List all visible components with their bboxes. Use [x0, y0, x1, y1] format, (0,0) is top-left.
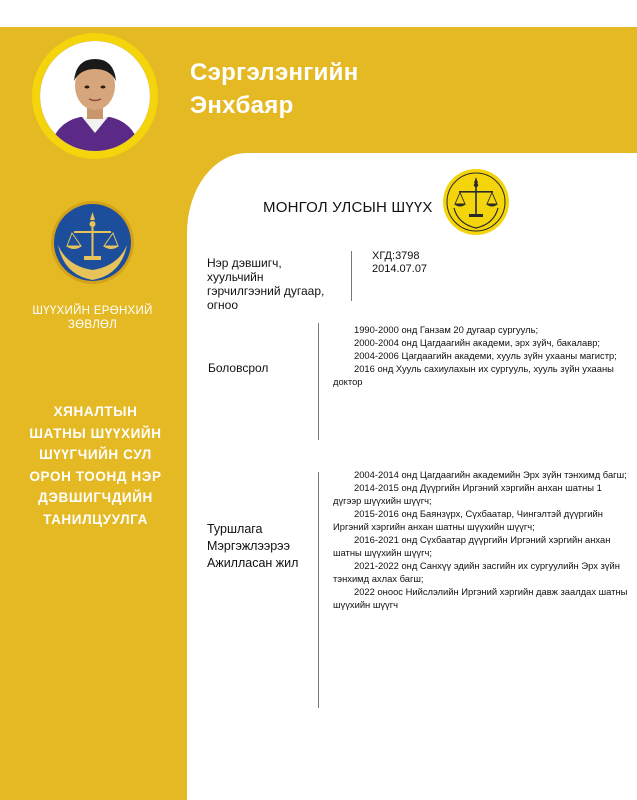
sidebar-title-line: ТАНИЛЦУУЛГА [43, 511, 148, 527]
license-number: ХГД:3798 [372, 250, 420, 262]
experience-item: 2021-2022 онд Санхүү эдийн засгийн их сургуулийн Эрх зүйн тэнхимд ахлах багш; [333, 560, 620, 584]
education-divider [318, 323, 319, 440]
experience-item: 2004-2014 онд Цагдаагийн академийн Эрх зүйн тэнхимд багш; [354, 469, 627, 480]
sidebar-title-line: ХЯНАЛТЫН [53, 404, 138, 419]
name-line-1: Сэргэлэнгийн [190, 59, 359, 86]
license-value [372, 250, 427, 276]
council-line-2: ЗӨВЛӨЛ [67, 319, 118, 331]
license-label-line: гэрчилгээний дугаар, [207, 284, 325, 298]
license-label-line: хуульчийн [207, 270, 264, 284]
education-label: Боловсрол [208, 361, 269, 375]
sidebar-title-line: ДЭВШИГЧДИЙН [38, 490, 153, 505]
experience-label-line: Ажилласан жил [207, 556, 299, 570]
license-divider [351, 251, 352, 301]
education-item: 2004-2006 Цагдаагийн академи, хууль зүйн ухааны магистр; [354, 350, 617, 361]
experience-item: 2014-2015 онд Дүүргийн Иргэний хэргийн анхан шатны 1 дүгээр шүүхийн шүүгч; [333, 482, 602, 506]
judicial-council-emblem [50, 200, 135, 285]
sidebar-title-line: ШАТНЫ ШҮҮХИЙН [29, 425, 162, 441]
license-date: 2014.07.07 [372, 263, 428, 275]
experience-label-line: Мэргэжлээрээ [207, 539, 290, 553]
license-label-line: огноо [207, 298, 239, 312]
sidebar-title-line: ШҮҮГЧИЙН СУЛ [39, 447, 152, 462]
experience-list [333, 468, 629, 611]
education-item: 2000-2004 онд Цагдаагийн академи, эрх зүйч, бакалавр; [354, 337, 601, 348]
court-name: МОНГОЛ УЛСЫН ШҮҮХ [263, 199, 433, 216]
license-label [207, 256, 337, 312]
experience-label-line: Туршлага [207, 522, 263, 536]
license-label-line: Нэр дэвшигч, [207, 256, 282, 270]
experience-item: 2015-2016 онд Баянзүрх, Сүхбаатар, Чингэлтэй дүүргийн Иргэний хэргийн анхан шатны шүүхийн шүүгч; [333, 508, 603, 532]
sidebar-title-line: ОРОН ТООНД НЭР [29, 468, 162, 484]
candidate-name [190, 56, 359, 122]
sidebar-title [28, 401, 163, 530]
candidate-photo [40, 41, 150, 151]
experience-item: 2016-2021 онд Сүхбаатар дүүргийн Иргэний хэргийн анхан шатны шүүхийн шүүгч; [333, 534, 611, 558]
education-list [333, 323, 629, 388]
council-line-1: ШҮҮХИЙН ЕРӨНХИЙ [32, 305, 153, 317]
experience-divider [318, 472, 319, 708]
experience-item: 2022 оноос Нийслэлийн Иргэний хэргийн давж заалдах шатны шүүхийн шүүгч [333, 586, 628, 610]
judicial-council-label [20, 304, 165, 332]
experience-label [207, 521, 298, 572]
education-item: 1990-2000 онд Ганзам 20 дугаар сургууль; [354, 324, 539, 335]
name-line-2: Энхбаяр [190, 92, 294, 119]
education-item: 2016 онд Хууль сахиулахын их сургууль, хууль зүйн ухааны доктор [333, 363, 614, 387]
court-emblem [442, 168, 510, 236]
